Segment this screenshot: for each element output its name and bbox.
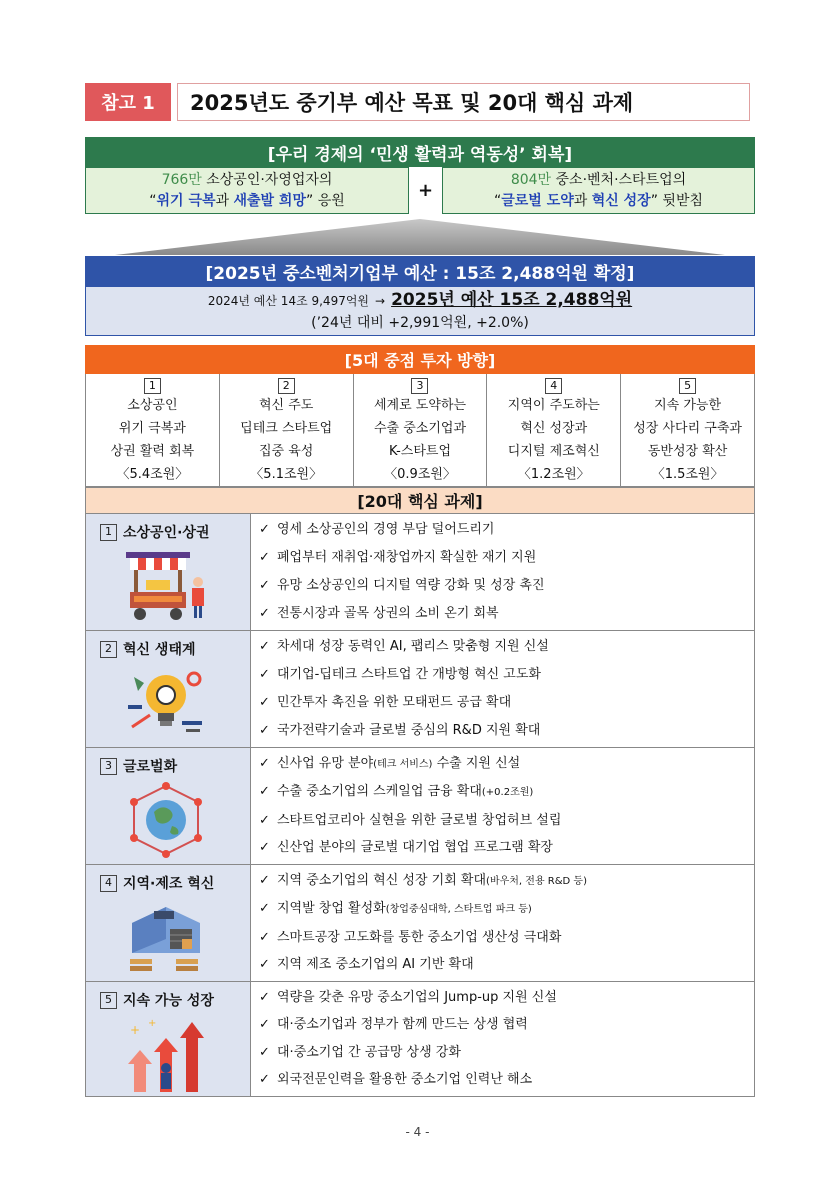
- reference-badge: 참고 1: [85, 83, 171, 121]
- direction-number: 5: [679, 378, 696, 394]
- direction-item: 2 혁신 주도 딥테크 스타트업 집중 육성 〈5.1조원〉: [220, 374, 354, 486]
- tasks-banner: [20대 핵심 과제]: [85, 487, 755, 514]
- goal-right-box: [442, 167, 755, 214]
- task-group-title: 소상공인·상권: [123, 525, 210, 541]
- task-item: ✓ 폐업부터 재취업·재창업까지 확실한 재기 지원: [259, 550, 537, 565]
- task-item: ✓ 지역 중소기업의 혁신 성장 기회 확대(바우처, 전용 R&D 등): [259, 872, 587, 888]
- task-item: ✓ 유망 소상공인의 디지털 역량 강화 및 성장 촉진: [259, 578, 545, 593]
- task-item: ✓ 민간투자 촉진을 위한 모태펀드 공급 확대: [259, 695, 512, 710]
- direction-number: 1: [144, 378, 161, 394]
- task-group-title: 지역·제조 혁신: [123, 876, 215, 892]
- task-group: [86, 631, 754, 748]
- directions-banner: [5대 중점 투자 방향]: [85, 345, 755, 374]
- task-item: ✓ 스타트업코리아 실현을 위한 글로벌 창업허브 설립: [259, 812, 562, 828]
- task-item: ✓ 신사업 유망 분야(테크 서비스) 수출 지원 신설: [259, 755, 521, 771]
- task-group: [86, 748, 754, 865]
- task-item: ✓ 스마트공장 고도화를 통한 중소기업 생산성 극대화: [259, 929, 562, 945]
- task-group-header: [86, 631, 251, 747]
- task-item: ✓ 차세대 성장 동력인 AI, 팹리스 맞춤형 지원 신설: [259, 639, 549, 654]
- task-group-number: 2: [100, 641, 117, 658]
- task-group-number: 3: [100, 758, 117, 775]
- budget-current: 2025년 예산 15조 2,488억원: [391, 289, 633, 310]
- tasks-table: [85, 514, 755, 1097]
- page-title: 2025년도 중기부 예산 목표 및 20대 핵심 과제: [177, 83, 750, 121]
- goal-left-box: [85, 167, 409, 214]
- task-group-header: [86, 865, 251, 981]
- task-item: ✓ 외국전문인력을 활용한 중소기업 인력난 해소: [259, 1072, 533, 1088]
- direction-budget: 〈0.9조원〉: [384, 467, 456, 482]
- task-group-number: 1: [100, 524, 117, 541]
- svg-text:+: +: [130, 1023, 141, 1037]
- goal-left-line2: “위기 극복과 새출발 희망” 응원: [149, 192, 345, 209]
- direction-number: 2: [278, 378, 295, 394]
- growth-arrows-icon: [124, 1016, 208, 1092]
- goal-banner: [우리 경제의 ‘민생 활력과 역동성’ 회복]: [85, 137, 755, 167]
- page-number: - 4 -: [405, 1125, 430, 1139]
- task-item: ✓ 수출 중소기업의 스케일업 금융 확대(+0.2조원): [259, 784, 534, 800]
- budget-arrow: →: [375, 293, 386, 308]
- budget-compare-line: [208, 289, 632, 312]
- factory-warehouse-icon: [124, 899, 208, 975]
- budget-banner: [2025년 중소벤처기업부 예산 : 15조 2,488억원 확정]: [85, 256, 755, 286]
- task-item: ✓ 신산업 분야의 글로벌 대기업 협업 프로그램 확장: [259, 840, 553, 856]
- direction-item: 1 소상공인 위기 극복과 상권 활력 회복 〈5.4조원〉: [86, 374, 220, 486]
- task-group: [86, 982, 754, 1096]
- direction-budget: 〈1.5조원〉: [651, 467, 724, 482]
- budget-prev: 2024년 예산 14조 9,497억원: [207, 293, 370, 308]
- task-group-header: [86, 748, 251, 864]
- task-group-header: [86, 982, 251, 1096]
- task-item: ✓ 국가전략기술과 글로벌 중심의 R&D 지원 확대: [259, 723, 541, 738]
- task-group-title: 지속 가능 성장: [123, 993, 214, 1009]
- direction-item: 5 지속 가능한 성장 사다리 구축과 동반성장 확산 〈1.5조원〉: [621, 374, 754, 486]
- direction-budget: 〈5.4조원〉: [116, 467, 189, 482]
- goal-right-line2: “글로벌 도약과 혁신 성장” 뒷받침: [493, 192, 704, 209]
- task-group-title: 혁신 생태계: [123, 642, 196, 658]
- upward-arrow-shape: [85, 217, 755, 255]
- svg-text:+: +: [148, 1018, 157, 1029]
- directions-table: [85, 374, 755, 487]
- budget-change: (’24년 대비 +2,991억원, +2.0%): [311, 314, 529, 331]
- task-item: ✓ 지역 제조 중소기업의 AI 기반 확대: [259, 957, 474, 973]
- lightbulb-gear-icon: [124, 665, 208, 741]
- goal-left-line1: 766만 소상공인·자영업자의: [161, 171, 333, 188]
- task-group: [86, 865, 754, 982]
- plus-sign: +: [417, 180, 434, 201]
- direction-item: 4 지역이 주도하는 혁신 성장과 디지털 제조혁신 〈1.2조원〉: [487, 374, 621, 486]
- task-group-number: 4: [100, 875, 117, 892]
- budget-box: [85, 286, 755, 336]
- direction-budget: 〈1.2조원〉: [517, 467, 590, 482]
- task-item: ✓ 대·중소기업과 정부가 함께 만드는 상생 협력: [259, 1017, 528, 1033]
- goal-right-line1: 804만 중소·벤처·스타트업의: [510, 171, 687, 188]
- direction-number: 3: [411, 378, 428, 394]
- direction-item: 3 세계로 도약하는 수출 중소기업과 K-스타트업 〈0.9조원〉: [354, 374, 488, 486]
- task-group-header: [86, 514, 251, 630]
- task-item: ✓ 대·중소기업 간 공급망 상생 강화: [259, 1044, 461, 1060]
- task-item: ✓ 전통시장과 골목 상권의 소비 온기 회복: [259, 606, 499, 621]
- market-stall-icon: [124, 548, 208, 624]
- direction-number: 4: [545, 378, 562, 394]
- task-group-number: 5: [100, 992, 117, 1009]
- task-item: ✓ 대기업-딥테크 스타트업 간 개방형 혁신 고도화: [259, 667, 541, 682]
- task-item: ✓ 영세 소상공인의 경영 부담 덜어드리기: [259, 522, 495, 537]
- task-group-title: 글로벌화: [123, 759, 178, 775]
- task-item: ✓ 지역발 창업 활성화(창업중심대학, 스타트업 파크 등): [259, 901, 532, 917]
- task-item: ✓ 역량을 갖춘 유망 중소기업의 Jump-up 지원 신설: [259, 989, 557, 1005]
- globe-network-icon: [124, 782, 208, 858]
- task-group: [86, 514, 754, 631]
- direction-budget: 〈5.1조원〉: [250, 467, 323, 482]
